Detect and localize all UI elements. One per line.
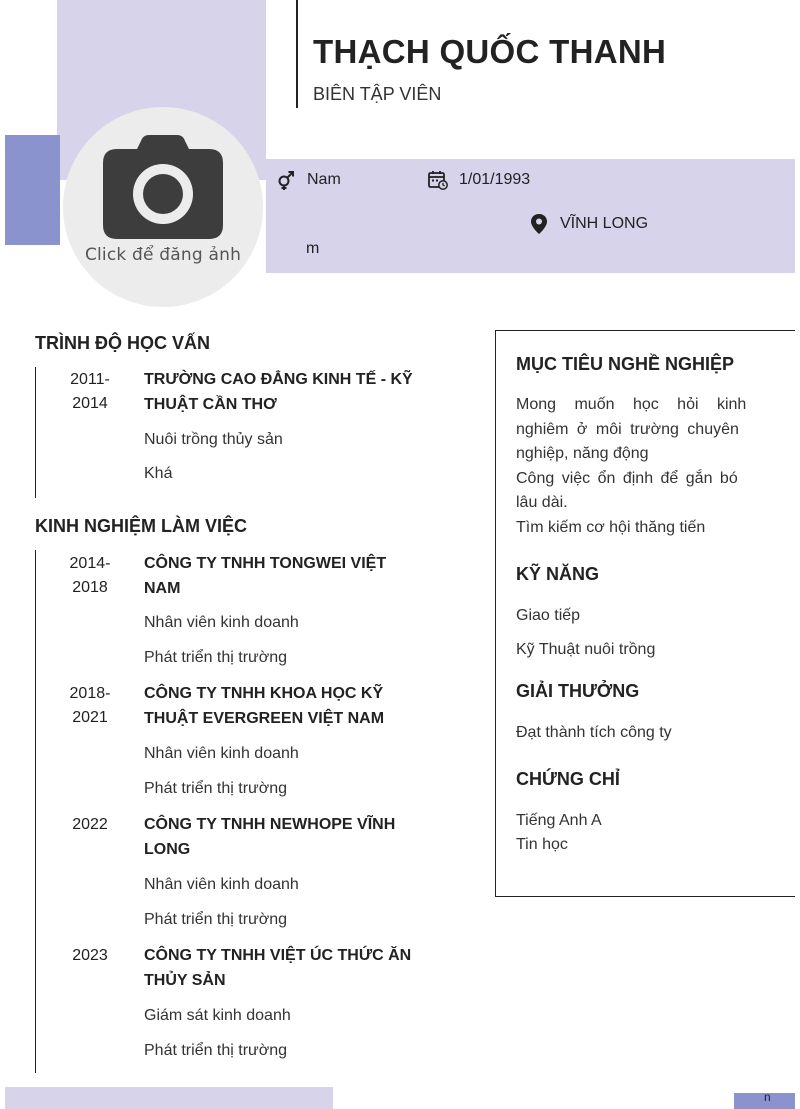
certificate-item: Tin học — [516, 836, 568, 853]
skill-item: Kỹ Thuật nuôi trồng — [516, 641, 656, 658]
education-major: Nuôi trồng thủy sản — [144, 431, 283, 448]
job-title: BIÊN TẬP VIÊN — [313, 84, 442, 104]
birthdate-value: 1/01/1993 — [459, 171, 531, 188]
experience-timeline-line — [35, 550, 36, 1073]
job-description: Phát triển thị trường — [144, 780, 288, 797]
education-grade: Khá — [144, 465, 173, 482]
objective-title: MỤC TIÊU NGHỀ NGHIỆP — [516, 354, 735, 374]
gender-value: Nam — [307, 171, 341, 188]
awards-title: GIẢI THƯỞNG — [516, 681, 640, 701]
footer-decoration-left — [5, 1087, 333, 1109]
award-item: Đạt thành tích công ty — [516, 724, 672, 741]
skill-item: Giao tiếp — [516, 607, 581, 624]
job-position: Nhân viên kinh doanh — [144, 745, 299, 762]
job-years: 2023 — [72, 947, 108, 964]
name-divider — [296, 0, 298, 108]
job-years: 2018- 2021 — [69, 685, 111, 726]
certificate-item: Tiếng Anh A — [516, 812, 602, 829]
avatar-upload[interactable] — [63, 107, 263, 307]
education-title: TRÌNH ĐỘ HỌC VẤN — [35, 333, 210, 353]
job-position: Nhân viên kinh doanh — [144, 614, 299, 631]
job-description: Phát triển thị trường — [144, 1042, 288, 1059]
location-value: VĨNH LONG — [560, 215, 649, 232]
job-company: CÔNG TY TNHH NEWHOPE VĨNH LONG — [144, 816, 396, 858]
job-position: Giám sát kinh doanh — [144, 1007, 291, 1024]
job-description: Phát triển thị trường — [144, 911, 288, 928]
birthdate-info — [428, 170, 530, 190]
camera-icon — [103, 135, 223, 239]
location-pin-icon — [529, 214, 549, 234]
education-years: 2011- 2014 — [70, 371, 110, 412]
job-position: Nhân viên kinh doanh — [144, 876, 299, 893]
gender-info — [276, 170, 341, 190]
footer-corner-text: n — [764, 1090, 771, 1104]
objective-text: Mong muốn học hỏi kinh nghiêm ở môi trường chuyên nghiệp, năng động Công việc ổn định để gắn bó lâu dài. Tìm kiếm cơ hội thăng tiến — [516, 396, 747, 536]
candidate-name: THẠCH QUỐC THANH — [313, 33, 667, 70]
job-description: Phát triển thị trường — [144, 649, 288, 666]
experience-title: KINH NGHIỆM LÀM VIỆC — [35, 516, 248, 536]
education-school: TRƯỜNG CAO ĐẲNG KINH TẾ - KỸ THUẬT CẦN THƠ — [144, 371, 413, 413]
gender-icon — [276, 170, 296, 190]
avatar-caption: Click để đăng ảnh — [84, 245, 242, 265]
job-company: CÔNG TY TNHH TONGWEI VIỆT NAM — [144, 555, 387, 597]
side-accent-block — [5, 135, 60, 245]
certificates-title: CHỨNG CHỈ — [516, 769, 620, 789]
job-company: CÔNG TY TNHH KHOA HỌC KỸ THUẬT EVERGREEN VIỆT NAM — [144, 685, 385, 727]
skills-title: KỸ NĂNG — [516, 564, 600, 584]
job-company: CÔNG TY TNHH VIỆT ÚC THỨC ĂN THỦY SẢN — [144, 947, 412, 989]
calendar-icon — [428, 170, 448, 190]
info-extra-text: m — [306, 240, 320, 257]
job-years: 2014- 2018 — [69, 555, 111, 596]
location-info — [529, 214, 648, 234]
job-years: 2022 — [72, 816, 108, 833]
education-timeline-line — [35, 367, 36, 498]
